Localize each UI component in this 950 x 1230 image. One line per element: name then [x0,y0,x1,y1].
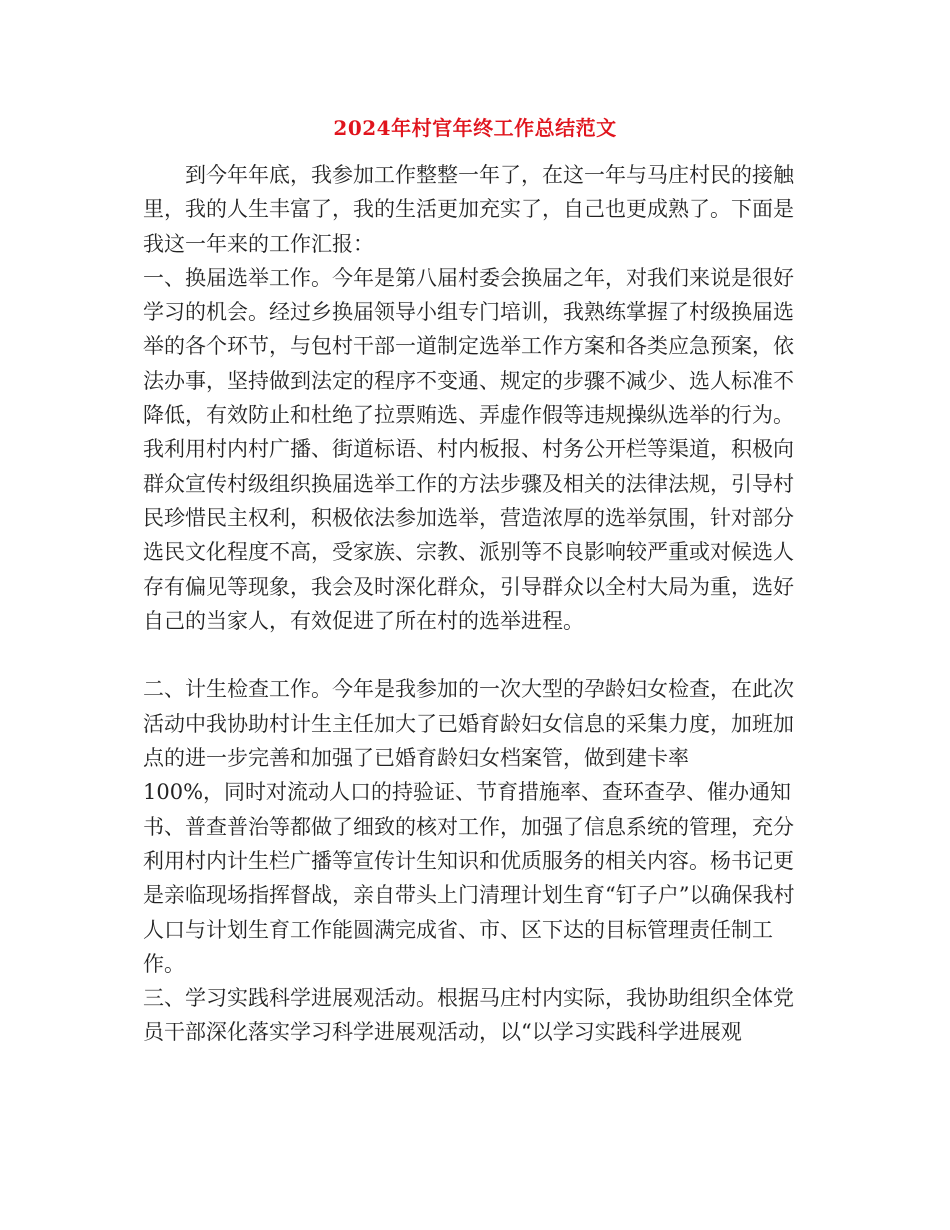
family-planning-continued-paragraph: 100%，同时对流动人口的持验证、节育措施率、查环查孕、催办通知书、普查普治等都做了细致的核对工作，加强了信息系统的管理，充分利用村内计生栏广播等宣传计生知识和优质服务的相关内容。杨书记更是亲临现场指挥督战，亲自带头上门清理计划生育“钉子户”以确保我村人口与计划生育工作能圆满完成省、市、区下达的目标管理责任制工作。 [143,780,795,976]
document-body [143,158,803,1050]
family-planning-paragraph: 二、计生检查工作。今年是我参加的一次大型的孕龄妇女检查，在此次活动中我协助村计生主任加大了已婚育龄妇女信息的采集力度，加班加点的进一步完善和加强了已婚育龄妇女档案管，做到建卡率 [143,677,794,771]
intro-paragraph: 到今年年底，我参加工作整整一年了，在这一年与马庄村民的接触里，我的人生丰富了，我的生活更加充实了，自己也更成熟了。下面是我这一年来的工作汇报： [143,163,794,256]
election-work-paragraph: 一、换届选举工作。今年是第八届村委会换届之年，对我们来说是很好学习的机会。经过乡换届领导小组专门培训，我熟练掌握了村级换届选举的各个环节，与包村干部一道制定选举工作方案和各类应急预案，依法办事，坚持做到法定的程序不变通、规定的步骤不减少、选人标准不降低，有效防止和杜绝了拉票贿选、弄虚作假等违规操纵选举的行为。我利用村内村广播、街道标语、村内板报、村务公开栏等渠道，积极向群众宣传村级组织换届选举工作的方法步骤及相关的法律法规，引导村民珍惜民主权利，积极依法参加选举，营造浓厚的选举氛围，针对部分选民文化程度不高，受家族、宗教、派别等不良影响较严重或对候选人存有偏见等现象，我会及时深化群众，引导群众以全村大局为重，选好自己的当家人，有效促进了所在村的选举进程。 [143,265,794,633]
paragraph-spacer [143,638,803,672]
document-title: 2024年村官年终工作总结范文 [333,116,617,140]
scientific-development-paragraph: 三、学习实践科学进展观活动。根据马庄村内实际，我协助组织全体党员干部深化落实学习科学进展观活动，以“以学习实践科学进展观 [143,986,794,1045]
